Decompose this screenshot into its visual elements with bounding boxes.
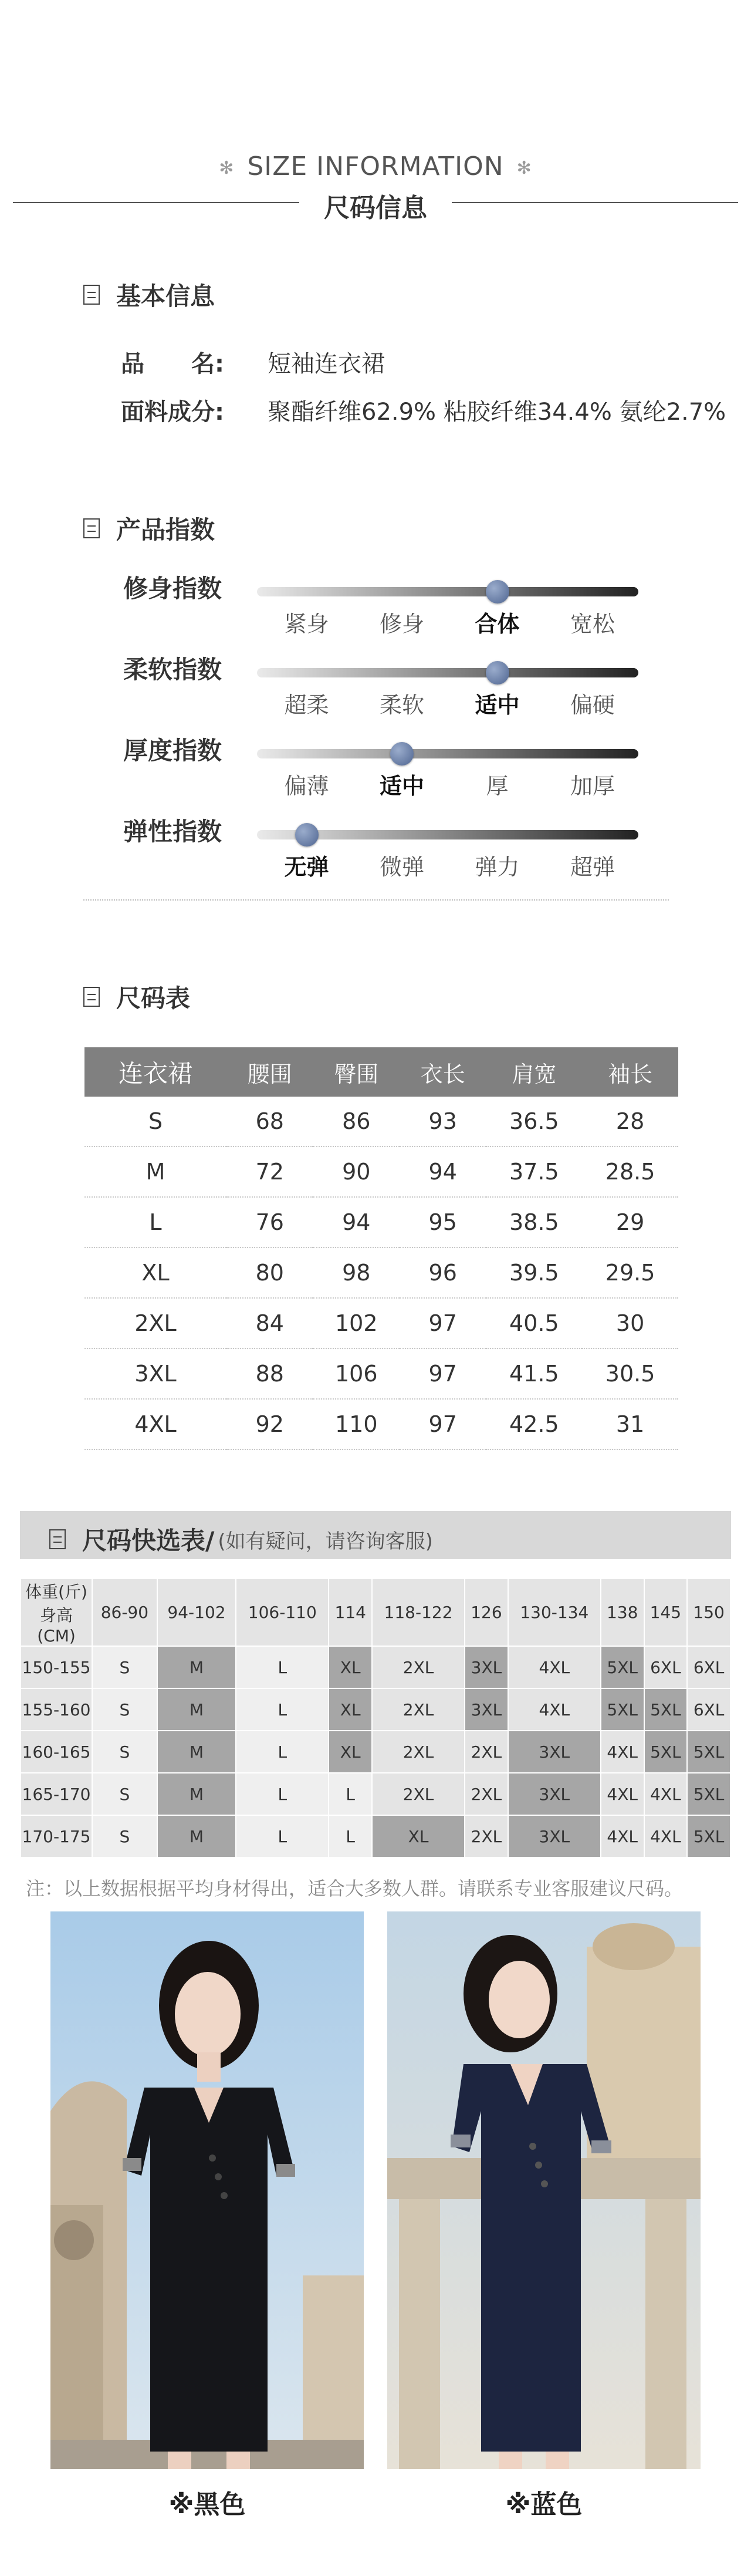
quick-size-cell: M	[157, 1646, 236, 1688]
index-option: 无弹	[284, 854, 329, 880]
basic-row-name: 品 名: 短袖连衣裙	[121, 350, 385, 377]
quick-size-cell: S	[92, 1688, 157, 1731]
quick-row	[21, 1815, 730, 1857]
quick-size-cell: M	[157, 1688, 236, 1731]
quick-weight-header: 106-110	[236, 1579, 329, 1646]
table-cell: 76	[226, 1197, 313, 1247]
quick-weight-header: 86-90	[92, 1579, 157, 1646]
quick-corner-cell	[21, 1579, 92, 1646]
index-option: 修身	[379, 611, 424, 637]
size-info-title: 尺码信息	[324, 193, 427, 223]
size-table-title: 尺码表	[83, 979, 190, 1014]
quick-size-cell: 5XL	[644, 1731, 688, 1773]
quick-size-cell: 2XL	[372, 1646, 465, 1688]
quick-size-cell: 6XL	[687, 1646, 730, 1688]
quick-size-cell: 4XL	[644, 1815, 688, 1857]
quick-size-cell: 3XL	[508, 1815, 601, 1857]
index-label: 修身指数	[123, 574, 222, 603]
quick-size-cell: 6XL	[644, 1646, 688, 1688]
table-cell: 92	[226, 1399, 313, 1449]
table-cell: 88	[226, 1348, 313, 1399]
index-slider-track	[257, 749, 638, 758]
quick-weight-header: 150	[687, 1579, 730, 1646]
quick-size-cell: L	[236, 1646, 329, 1688]
en-title: SIZE INFORMATION	[247, 151, 504, 181]
quick-size-cell: 4XL	[601, 1815, 644, 1857]
quick-size-cell: 3XL	[508, 1773, 601, 1815]
index-label: 柔软指数	[123, 655, 222, 684]
index-option: 弹力	[475, 854, 520, 880]
table-cell: 93	[400, 1097, 486, 1147]
quick-size-cell: S	[92, 1731, 157, 1773]
table-cell: 28.5	[582, 1147, 678, 1197]
table-cell: 86	[313, 1097, 400, 1147]
quick-row	[21, 1646, 730, 1688]
quick-size-cell: 2XL	[372, 1731, 465, 1773]
quick-size-cell: L	[236, 1773, 329, 1815]
quick-size-cell: 2XL	[465, 1815, 508, 1857]
table-cell: 102	[313, 1298, 400, 1348]
quick-height-cell: 150-155	[21, 1646, 92, 1688]
index-option: 超弹	[570, 854, 615, 880]
quick-size-cell: XL	[329, 1688, 372, 1731]
quick-size-cell: 5XL	[644, 1688, 688, 1731]
index-label: 弹性指数	[123, 817, 222, 846]
quick-size-cell: 5XL	[601, 1688, 644, 1731]
blue-dress-photo	[387, 1911, 701, 2469]
table-cell: 3XL	[84, 1348, 226, 1399]
size-note: 注：以上数据根据平均身材得出，适合大多数人群。请联系专业客服建议尺码。	[26, 1877, 684, 1900]
quick-size-cell: 4XL	[644, 1773, 688, 1815]
basic-info-title: 基本信息	[83, 277, 215, 312]
table-row	[84, 1399, 678, 1449]
quick-size-cell: 3XL	[465, 1688, 508, 1731]
index-slider-knob	[486, 661, 509, 685]
table-cell: 90	[313, 1147, 400, 1197]
quick-header-row	[21, 1579, 730, 1646]
quick-size-cell: M	[157, 1815, 236, 1857]
black-dress-photo	[50, 1911, 364, 2469]
quick-size-cell: S	[92, 1646, 157, 1688]
quick-size-cell: XL	[329, 1646, 372, 1688]
quick-size-cell: 3XL	[465, 1646, 508, 1688]
table-row	[84, 1247, 678, 1298]
quick-size-cell: 4XL	[601, 1731, 644, 1773]
index-option: 微弹	[379, 854, 424, 880]
quick-size-cell: 4XL	[508, 1646, 601, 1688]
quick-size-cell: S	[92, 1773, 157, 1815]
color-caption-black: ※黑色	[168, 2490, 246, 2520]
quick-height-cell: 165-170	[21, 1773, 92, 1815]
quick-height-cell: 170-175	[21, 1815, 92, 1857]
table-cell: S	[84, 1097, 226, 1147]
divider	[452, 202, 738, 203]
quick-size-cell: 6XL	[687, 1688, 730, 1731]
index-slider-track	[257, 668, 638, 677]
quick-size-cell: 3XL	[508, 1731, 601, 1773]
table-cell: 97	[400, 1348, 486, 1399]
table-cell: 37.5	[486, 1147, 582, 1197]
table-row	[84, 1348, 678, 1399]
height-label: 身高(CM)	[37, 1606, 76, 1646]
quick-weight-header: 118-122	[372, 1579, 465, 1646]
index-label: 厚度指数	[123, 736, 222, 765]
index-option: 合体	[475, 611, 520, 637]
table-row	[84, 1298, 678, 1348]
index-slider-knob	[486, 580, 509, 603]
quick-weight-header: 114	[329, 1579, 372, 1646]
table-cell: 97	[400, 1298, 486, 1348]
quick-size-cell: M	[157, 1731, 236, 1773]
quick-size-cell: 2XL	[465, 1773, 508, 1815]
quick-weight-header: 94-102	[157, 1579, 236, 1646]
index-option: 紧身	[284, 611, 329, 637]
document-icon	[83, 518, 100, 538]
index-slider-knob	[390, 742, 414, 766]
document-icon	[83, 987, 100, 1007]
index-option: 偏薄	[284, 773, 329, 799]
quick-size-cell: L	[236, 1731, 329, 1773]
quick-size-cell: 2XL	[372, 1688, 465, 1731]
table-cell: 42.5	[486, 1399, 582, 1449]
quick-size-cell: L	[329, 1815, 372, 1857]
index-slider-knob	[295, 823, 319, 847]
index-option: 厚	[486, 773, 509, 799]
table-cell: 110	[313, 1399, 400, 1449]
table-cell: 41.5	[486, 1348, 582, 1399]
weight-label: 体重(斤)	[25, 1582, 87, 1601]
quick-size-cell: XL	[329, 1731, 372, 1773]
table-cell: 98	[313, 1247, 400, 1298]
quick-size-cell: M	[157, 1773, 236, 1815]
index-option: 偏硬	[570, 692, 615, 718]
table-cell: 80	[226, 1247, 313, 1298]
quick-row	[21, 1773, 730, 1815]
quick-size-cell: L	[236, 1688, 329, 1731]
table-cell: 72	[226, 1147, 313, 1197]
dotted-divider	[83, 899, 669, 901]
size-table-header: 连衣裙	[84, 1047, 226, 1097]
table-cell: 97	[400, 1399, 486, 1449]
quick-size-cell: 5XL	[687, 1815, 730, 1857]
quick-size-title: 尺码快选表/ (如有疑问，请咨询客服)	[49, 1522, 433, 1557]
size-information-heading	[0, 151, 751, 181]
color-caption-blue: ※蓝色	[505, 2490, 583, 2520]
quick-height-cell: 155-160	[21, 1688, 92, 1731]
quick-size-cell: 4XL	[601, 1773, 644, 1815]
size-table-header: 腰围	[226, 1047, 313, 1097]
table-cell: 30	[582, 1298, 678, 1348]
quick-size-cell: 5XL	[687, 1731, 730, 1773]
table-row	[84, 1197, 678, 1247]
quick-size-cell: L	[236, 1815, 329, 1857]
index-option: 适中	[379, 773, 424, 799]
sparkle-icon: ✻	[516, 157, 532, 178]
quick-size-table	[20, 1578, 731, 1858]
quick-weight-header: 126	[465, 1579, 508, 1646]
quick-weight-header: 130-134	[508, 1579, 601, 1646]
table-cell: 29	[582, 1197, 678, 1247]
table-cell: 40.5	[486, 1298, 582, 1348]
quick-size-cell: L	[329, 1773, 372, 1815]
table-cell: 36.5	[486, 1097, 582, 1147]
quick-size-cell: 2XL	[372, 1773, 465, 1815]
table-cell: 28	[582, 1097, 678, 1147]
table-cell: XL	[84, 1247, 226, 1298]
table-cell: 94	[400, 1147, 486, 1197]
basic-row-fabric: 面料成分: 聚酯纤维62.9% 粘胶纤维34.4% 氨纶2.7%	[121, 399, 726, 426]
quick-size-cell: 5XL	[687, 1773, 730, 1815]
quick-size-cell: S	[92, 1815, 157, 1857]
size-table-header: 臀围	[313, 1047, 400, 1097]
table-cell: M	[84, 1147, 226, 1197]
document-icon	[49, 1529, 66, 1549]
size-table-header: 衣长	[400, 1047, 486, 1097]
sparkle-icon: ✻	[219, 157, 235, 178]
table-cell: 68	[226, 1097, 313, 1147]
table-cell: 31	[582, 1399, 678, 1449]
table-cell: 2XL	[84, 1298, 226, 1348]
table-cell: 94	[313, 1197, 400, 1247]
table-cell: 4XL	[84, 1399, 226, 1449]
table-cell: 84	[226, 1298, 313, 1348]
index-option: 加厚	[570, 773, 615, 799]
table-cell: 30.5	[582, 1348, 678, 1399]
table-cell: 106	[313, 1348, 400, 1399]
quick-row	[21, 1731, 730, 1773]
table-cell: 39.5	[486, 1247, 582, 1298]
table-cell: 95	[400, 1197, 486, 1247]
index-slider-track	[257, 587, 638, 596]
quick-size-cell: 4XL	[508, 1688, 601, 1731]
quick-size-cell: 5XL	[601, 1646, 644, 1688]
quick-row	[21, 1688, 730, 1731]
index-option: 宽松	[570, 611, 615, 637]
index-option: 柔软	[379, 692, 424, 718]
quick-weight-header: 138	[601, 1579, 644, 1646]
table-cell: 29.5	[582, 1247, 678, 1298]
quick-height-cell: 160-165	[21, 1731, 92, 1773]
document-icon	[83, 285, 100, 305]
quick-size-cell: 2XL	[465, 1731, 508, 1773]
size-table-header: 肩宽	[486, 1047, 582, 1097]
index-option: 超柔	[284, 692, 329, 718]
table-row	[84, 1147, 678, 1197]
index-option: 适中	[475, 692, 520, 718]
quick-size-cell: XL	[372, 1815, 465, 1857]
quick-weight-header: 145	[644, 1579, 688, 1646]
product-index-title: 产品指数	[83, 511, 215, 546]
table-cell: 96	[400, 1247, 486, 1298]
size-table	[84, 1047, 678, 1450]
table-cell: 38.5	[486, 1197, 582, 1247]
table-cell: L	[84, 1197, 226, 1247]
table-row	[84, 1097, 678, 1147]
size-table-header: 袖长	[582, 1047, 678, 1097]
